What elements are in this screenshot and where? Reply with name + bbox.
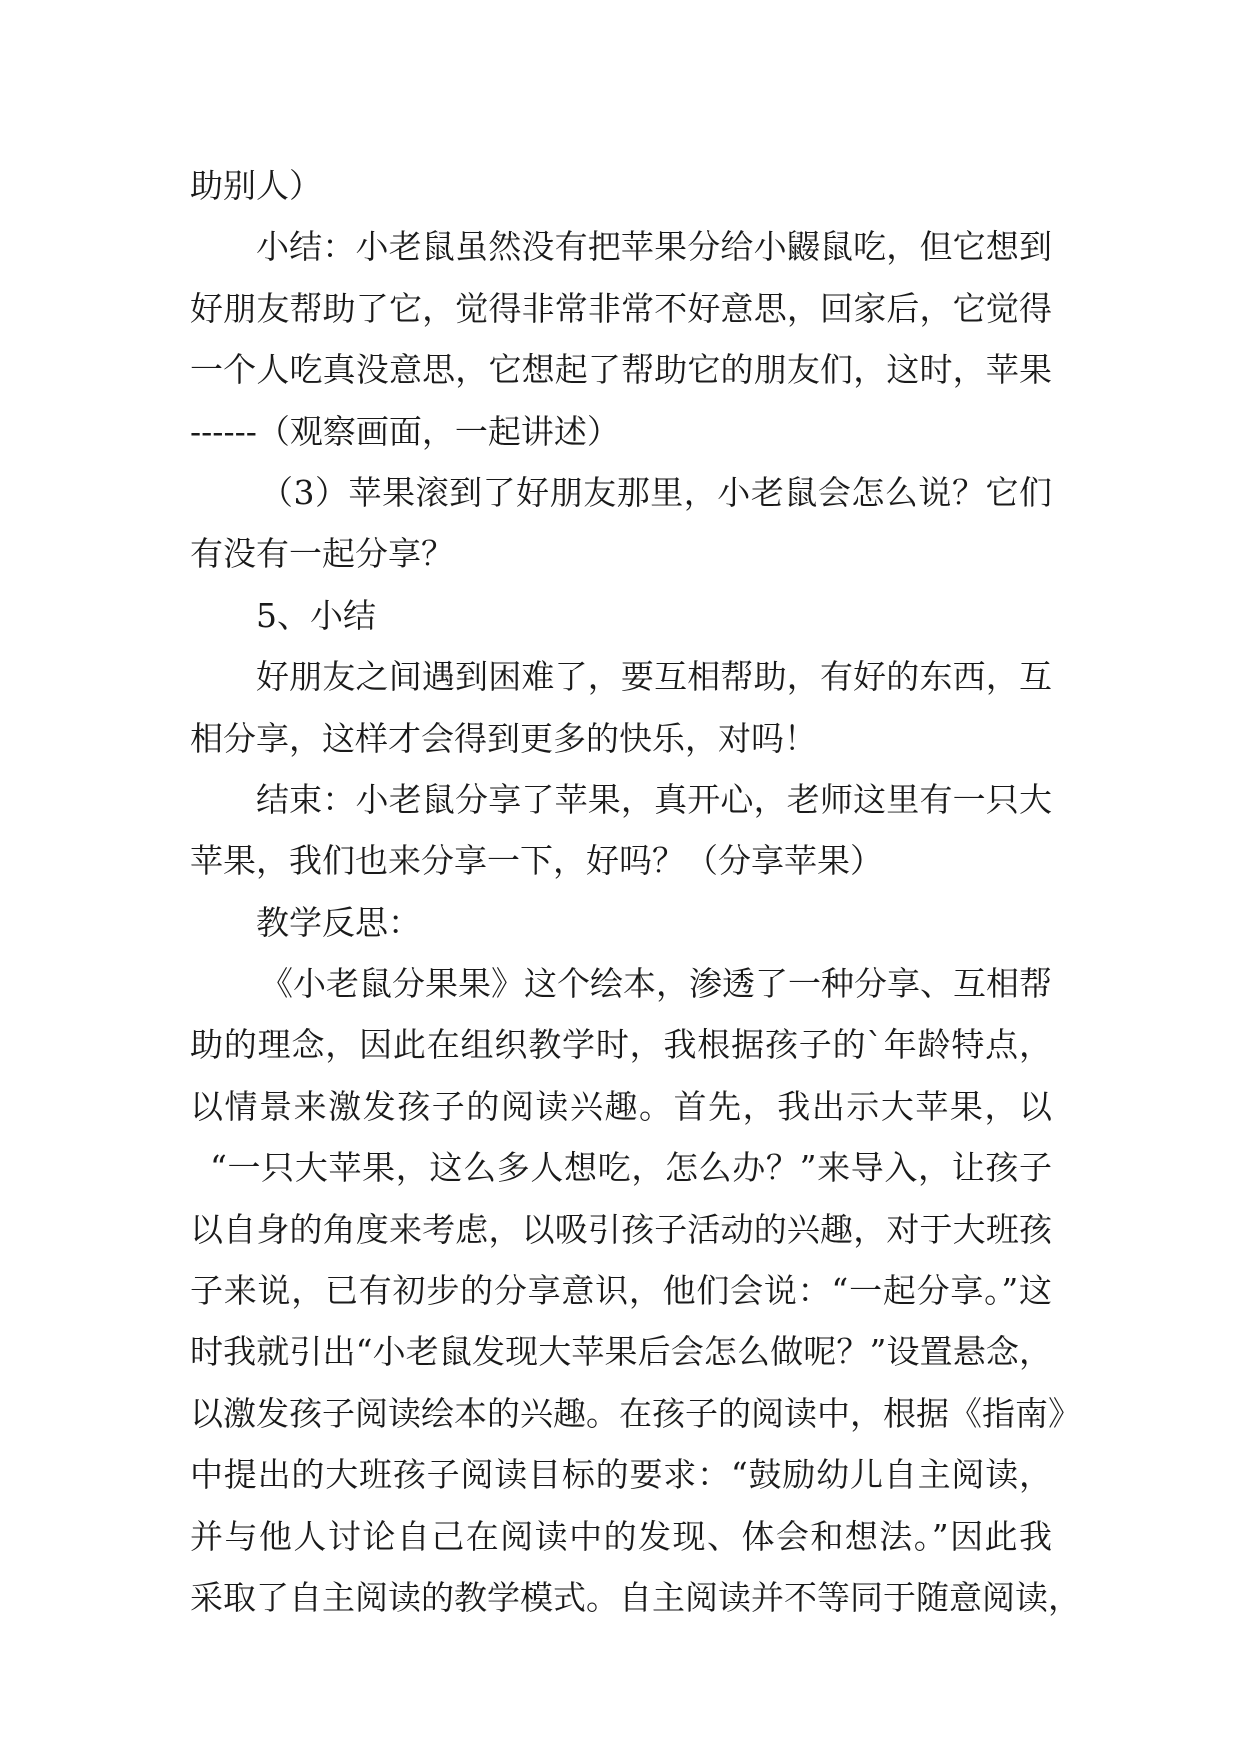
- text-line: 《小老鼠分果果》这个绘本，渗透了一种分享、互相帮: [260, 964, 1052, 1004]
- text-line: 子来说，已有初步的分享意识，他们会说：“一起分享。”这: [190, 1271, 1052, 1311]
- text-line: 结束：小老鼠分享了苹果，真开心，老师这里有一只大: [256, 779, 1052, 819]
- section-heading: 5、小结: [256, 595, 376, 635]
- text-line: 有没有一起分享？: [190, 534, 454, 574]
- text-line: 以激发孩子阅读绘本的兴趣。在孩子的阅读中，根据《指南》: [190, 1393, 1081, 1433]
- text-line: 中提出的大班孩子阅读目标的要求：“鼓励幼儿自主阅读，: [190, 1455, 1052, 1495]
- text-line: 好朋友帮助了它，觉得非常非常不好意思，回家后，它觉得: [190, 288, 1052, 328]
- text-line: 好朋友之间遇到困难了，要互相帮助，有好的东西，互: [256, 657, 1052, 697]
- section-heading: 教学反思：: [256, 902, 421, 942]
- text-line: 采取了自主阅读的教学模式。自主阅读并不等同于随意阅读，: [190, 1577, 1081, 1617]
- text-line: 助别人）: [190, 166, 322, 205]
- body-text: [190, 155, 1081, 1628]
- text-line: 时我就引出“小老鼠发现大苹果后会怎么做呢？”设置悬念，: [190, 1332, 1052, 1372]
- text-line: 小结：小老鼠虽然没有把苹果分给小鼹鼠吃，但它想到: [256, 227, 1052, 267]
- text-line: （3）苹果滚到了好朋友那里，小老鼠会怎么说？它们: [260, 472, 1052, 512]
- text-line: 一个人吃真没意思，它想起了帮助它的朋友们，这时，苹果: [190, 350, 1052, 390]
- text-line: “一只大苹果，这么多人想吃，怎么办？”来导入，让孩子: [210, 1148, 1052, 1188]
- text-line: 相分享，这样才会得到更多的快乐，对吗！: [190, 718, 817, 758]
- text-line: ------（观察画面，一起讲述）: [190, 411, 620, 451]
- text-line: 并与他人讨论自己在阅读中的发现、体会和想法。”因此我: [190, 1516, 1052, 1556]
- text-line: 以自身的角度来考虑，以吸引孩子活动的兴趣，对于大班孩: [190, 1209, 1052, 1249]
- text-line: 助的理念，因此在组织教学时，我根据孩子的`年龄特点，: [190, 1025, 1052, 1065]
- text-line: 苹果，我们也来分享一下，好吗？（分享苹果）: [190, 841, 883, 881]
- text-line: 以情景来激发孩子的阅读兴趣。首先，我出示大苹果，以: [190, 1086, 1052, 1126]
